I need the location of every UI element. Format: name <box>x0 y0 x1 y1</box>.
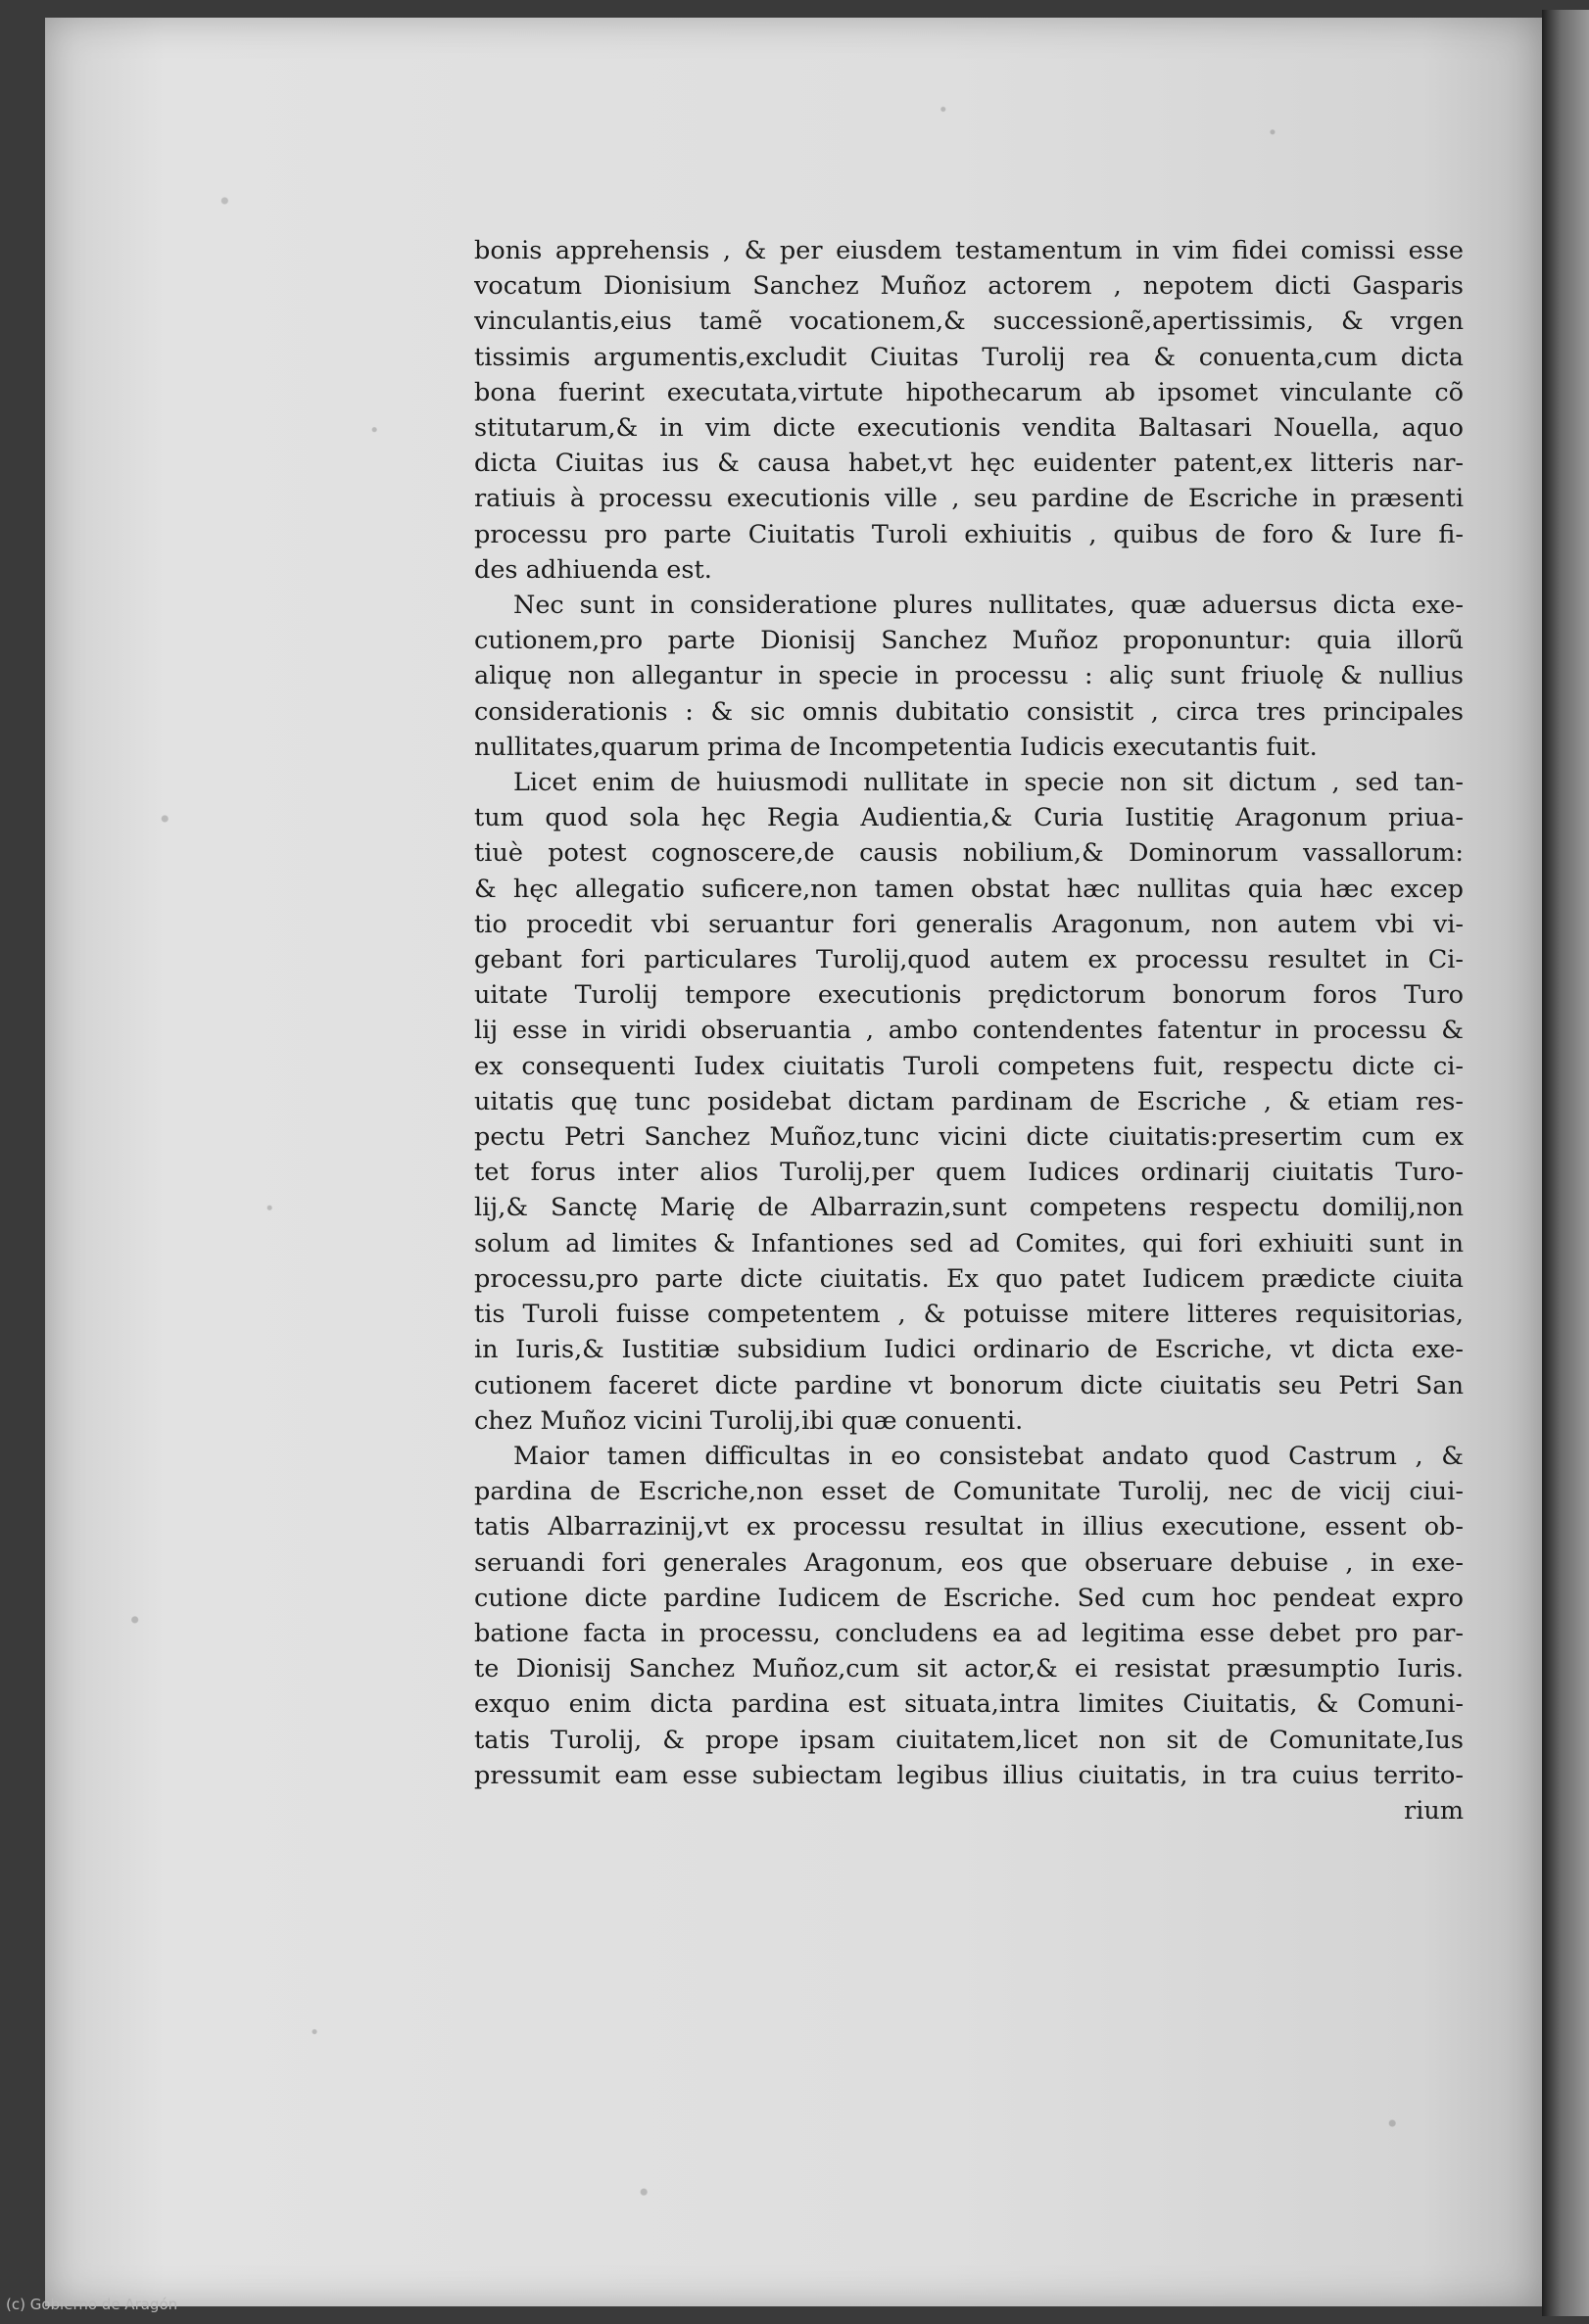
text-line: & hęc allegatio suficere,non tamen obstat hæc nullitas quia hæc excep <box>474 874 1464 904</box>
text-line: processu,pro parte dicte ciuitatis. Ex quo patet Iudicem prædicte ciuita <box>474 1263 1464 1294</box>
text-line: lij,& Sanctę Marię de Albarrazin,sunt competens respectu domilij,non <box>474 1193 1464 1223</box>
text-line: considerationis : & sic omnis dubitatio consistit , circa tres principales <box>474 696 1464 727</box>
paragraph-1 <box>474 233 1464 588</box>
paragraph-3 <box>474 765 1464 1439</box>
adjacent-page-edge <box>1542 10 1589 2316</box>
text-line: tatis Turolij, & prope ipsam ciuitatem,licet non sit de Comunitate,Ius <box>474 1725 1464 1755</box>
text-line: tum quod sola hęc Regia Audientia,& Curia Iustitię Aragonum priua- <box>474 803 1464 833</box>
text-line: gebant fori particulares Turolij,quod autem ex processu resultet in Ci- <box>474 945 1464 975</box>
text-line: Licet enim de huiusmodi nullitate in specie non sit dictum , sed tan- <box>513 768 1464 798</box>
text-line: uitate Turolij tempore executionis prędictorum bonorum foros Turo <box>474 980 1464 1011</box>
paragraph-4 <box>474 1439 1464 1793</box>
text-line: ratiuis à processu executionis ville , seu pardine de Escriche in præsenti <box>474 484 1464 514</box>
text-line: chez Muñoz vicini Turolij,ibi quæ conuenti. <box>474 1405 1024 1436</box>
text-line: pectu Petri Sanchez Muñoz,tunc vicini dicte ciuitatis:presertim cum ex <box>474 1122 1464 1153</box>
text-line: pressumit eam esse subiectam legibus illius ciuitatis, in tra cuius territo- <box>474 1760 1464 1790</box>
body-text <box>474 233 1464 1828</box>
copyright-notice: (c) Gobierno de Aragón <box>6 2296 178 2313</box>
text-line: tis Turoli fuisse competentem , & potuisse mitere litteres requisitorias, <box>474 1300 1464 1330</box>
text-line: Nec sunt in consideratione plures nullitates, quæ aduersus dicta exe- <box>513 591 1464 621</box>
text-line: dicta Ciuitas ius & causa habet,vt hęc euidenter patent,ex litteris nar- <box>474 449 1464 479</box>
text-line: tiuè potest cognoscere,de causis nobilium,& Dominorum vassallorum: <box>474 838 1464 869</box>
text-line: tissimis argumentis,excludit Ciuitas Turolij rea & conuenta,cum dicta <box>474 342 1464 372</box>
text-line: in Iuris,& Iustitiæ subsidium Iudici ordinario de Escriche, vt dicta exe- <box>474 1335 1464 1365</box>
text-line: batione facta in processu, concludens ea ad legitima esse debet pro par- <box>474 1618 1464 1648</box>
text-line: seruandi fori generales Aragonum, eos que obseruare debuise , in exe- <box>474 1547 1464 1578</box>
text-line: nullitates,quarum prima de Incompetentia Iudicis executantis fuit. <box>474 732 1318 762</box>
text-line: vocatum Dionisium Sanchez Muñoz actorem , nepotem dicti Gasparis <box>474 271 1464 302</box>
text-line: tio procedit vbi seruantur fori generalis Aragonum, non autem vbi vi- <box>474 909 1464 939</box>
text-line: vinculantis,eius tamẽ vocationem,& successionẽ,apertissimis, & vrgen <box>474 307 1464 337</box>
text-line: bonis apprehensis , & per eiusdem testamentum in vim fidei comissi esse <box>474 236 1464 265</box>
text-line: pardina de Escriche,non esset de Comunitate Turolij, nec de vicij ciui- <box>474 1477 1464 1507</box>
text-line: Maior tamen difficultas in eo consistebat andato quod Castrum , & <box>513 1441 1464 1471</box>
text-line: lij esse in viridi obseruantia , ambo contendentes fatentur in processu & <box>474 1016 1464 1046</box>
paragraph-2 <box>474 588 1464 765</box>
text-line: processu pro parte Ciuitatis Turoli exhiuitis , quibus de foro & Iure fi- <box>474 519 1464 549</box>
text-line: te Dionisij Sanchez Muñoz,cum sit actor,& ei resistat præsumptio Iuris. <box>474 1654 1464 1684</box>
text-line: stitutarum,& in vim dicte executionis vendita Baltasari Nouella, aquo <box>474 413 1464 444</box>
text-line: uitatis quę tunc posidebat dictam pardinam de Escriche , & etiam res- <box>474 1086 1464 1116</box>
text-line: bona fuerint executata,virtute hipothecarum ab ipsomet vinculante cõ <box>474 377 1464 407</box>
text-line: aliquę non allegantur in specie in processu : aliç sunt friuolę & nullius <box>474 661 1464 691</box>
text-line: ex consequenti Iudex ciuitatis Turoli competens fuit, respectu dicte ci- <box>474 1051 1464 1081</box>
text-line: tet forus inter alios Turolij,per quem Iudices ordinarij ciuitatis Turo- <box>474 1158 1464 1188</box>
text-line: cutionem,pro parte Dionisij Sanchez Muñoz proponuntur: quia illorũ <box>474 626 1464 656</box>
text-line: exquo enim dicta pardina est situata,intra limites Ciuitatis, & Comuni- <box>474 1689 1464 1720</box>
text-line: solum ad limites & Infantiones sed ad Comites, qui fori exhiuiti sunt in <box>474 1228 1464 1258</box>
text-line: tatis Albarrazinij,vt ex processu resultat in illius executione, essent ob- <box>474 1512 1464 1542</box>
text-line: cutionem faceret dicte pardine vt bonorum dicte ciuitatis seu Petri San <box>474 1370 1464 1400</box>
text-line: cutione dicte pardine Iudicem de Escriche. Sed cum hoc pendeat expro <box>474 1583 1464 1613</box>
catchword: rium <box>1404 1795 1464 1826</box>
text-line: des adhiuenda est. <box>474 554 712 585</box>
